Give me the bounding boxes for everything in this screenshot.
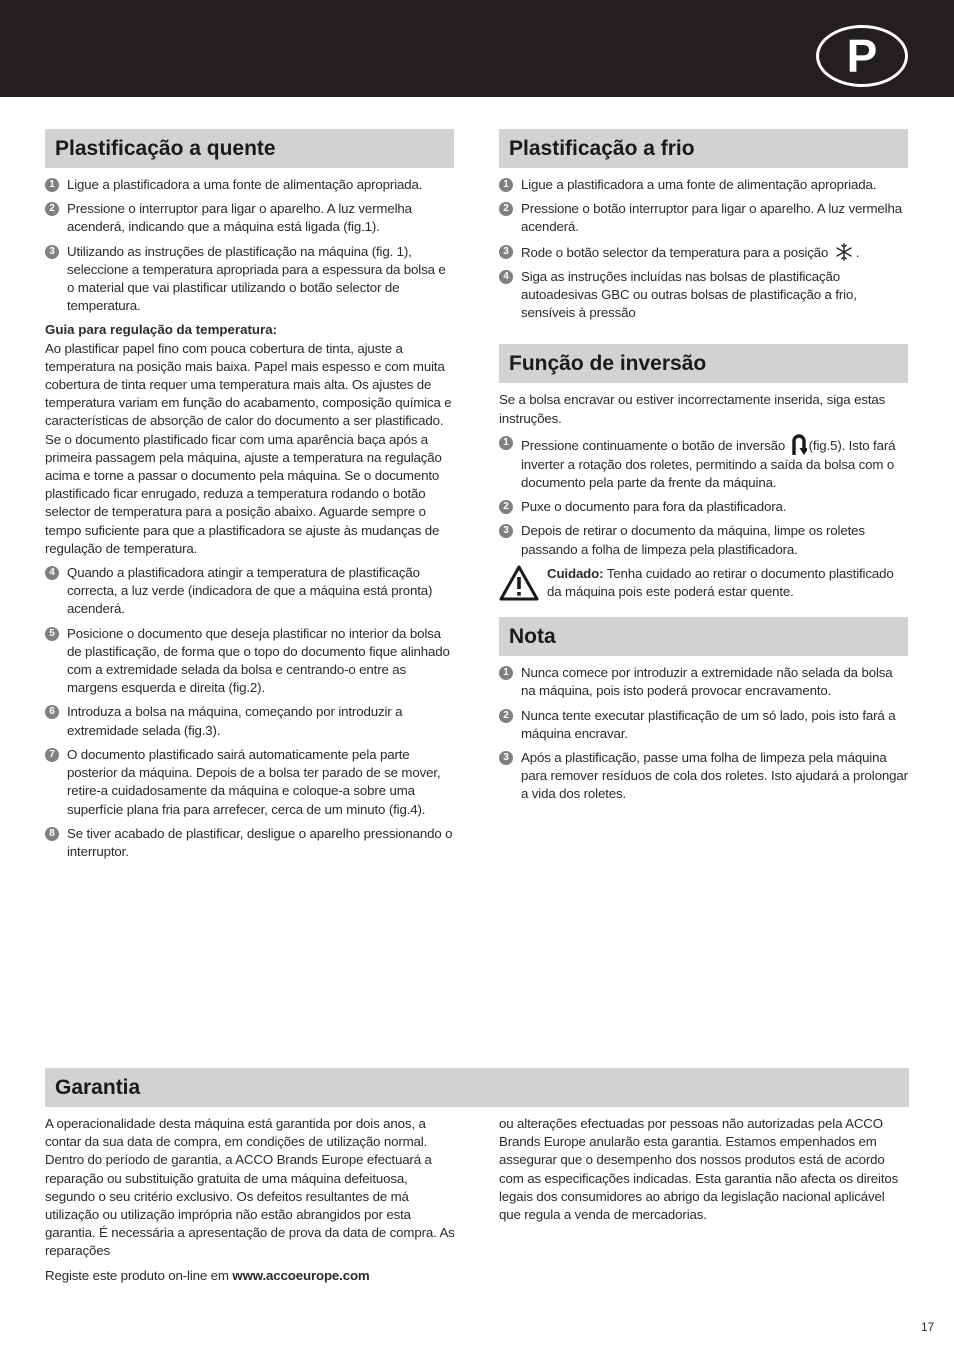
step-number: 2 [45, 202, 59, 216]
list-item [45, 564, 454, 619]
list-item [499, 707, 908, 743]
warning-icon [499, 565, 539, 601]
list-item [499, 434, 908, 492]
list-item [45, 200, 454, 236]
step-text: Introduza a bolsa na máquina, começando por introduzir a extremidade selada (fig.3). [67, 704, 403, 738]
list-item [45, 746, 454, 819]
step-number: 8 [45, 827, 59, 841]
list-item [499, 498, 908, 516]
step-number: 4 [499, 270, 513, 284]
section-title-warranty: Garantia [45, 1068, 909, 1107]
step-text-end: (fig.5). Isto fará inverter a rotação dos roletes, permitindo a saída da bolsa com o documento pela parte da frente da máquina. [521, 437, 896, 491]
list-item [499, 749, 908, 804]
list-item [45, 625, 454, 698]
hot-lamination-section [45, 129, 454, 867]
step-text: Siga as instruções incluídas nas bolsas de plastificação autoadesivas GBC ou outras bolsas de plastificação a frio, sensíveis à pressão [521, 268, 857, 321]
step-number: 4 [45, 566, 59, 580]
register-text: Registe este produto on-line em [45, 1267, 233, 1283]
warranty-text-left: A operacionalidade desta máquina está garantida por dois anos, a contar da sua data de compra, em condições de utilização normal. Dentro do período de garantia, a ACCO Brands Europe efectuará a reparação ou substituição gratuita de uma máquina defeituosa, segundo o seu critério exclusivo. Os defeitos resultantes de má utilização ou utilização imprópria não estão abrangidos por esta garantia. É necessária a apresentação de prova da data de compra. As reparações [45, 1116, 455, 1259]
header-bar [0, 0, 954, 97]
step-number: 7 [45, 748, 59, 762]
step-number: 6 [45, 705, 59, 719]
step-text: Depois de retirar o documento da máquina, limpe os roletes passando a folha de limpeza pela plastificadora. [521, 523, 865, 557]
step-number: 3 [45, 245, 59, 259]
list-item [499, 176, 908, 194]
step-number: 3 [499, 245, 513, 259]
caution-label: Cuidado: [547, 565, 604, 581]
warranty-left-column [45, 1115, 455, 1291]
step-text: Rode o botão selector da temperatura para a posição [521, 244, 829, 260]
list-item [499, 243, 908, 262]
section-title-hot: Plastificação a quente [45, 129, 454, 168]
step-number: 2 [499, 202, 513, 216]
step-text: Quando a plastificadora atingir a temperatura de plastificação correcta, a luz verde (indicadora de que a máquina está pronta) acenderá. [67, 565, 433, 617]
list-item [45, 703, 454, 739]
step-number: 1 [45, 178, 59, 192]
step-text: Após a plastificação, passe uma folha de limpeza pela máquina para remover resíduos de cola dos roletes. Isto ajudará a prolongar a vida dos roletes. [521, 750, 908, 802]
temperature-guide-text: Ao plastificar papel fino com pouca cobertura de tinta, ajuste a temperatura na posição mais baixa. Papel mais espesso e com muita cobertura de tinta requer uma temperatura mais alta. Os ajustes de temperatura variam em função do acabamento, composição química e características de absorção de calor do documento a ser plastificado. Se o documento plastificado ficar com uma aparência baça após a primeira passagem pela máquina, ajuste a temperatura na regulação acima e torne a passar o documento pela máquina. Se o documento plastificado ficar enrugado, reduza a temperatura rodando o botão selector de temperatura para a posição abaixo. Aguarde sempre o tempo suficiente para que a plastificadora se ajuste às mudanças de regulação de temperatura. [45, 340, 452, 556]
language-badge: P [816, 25, 908, 87]
section-title-note: Nota [499, 617, 908, 656]
list-item [45, 243, 454, 316]
register-line [45, 1267, 455, 1285]
step-text: Ligue a plastificadora a uma fonte de alimentação apropriada. [67, 177, 423, 192]
list-item [45, 176, 454, 194]
step-text: Posicione o documento que deseja plastificar no interior da bolsa de plastificação, de forma que o topo do documento fique alinhado com a extremidade selada da bolsa e centrando-o entre as margens esquerda e direita (fig.2). [67, 625, 450, 696]
section-title-reverse: Função de inversão [499, 344, 908, 383]
step-number: 5 [45, 627, 59, 641]
list-item [499, 200, 908, 236]
step-text: Nunca comece por introduzir a extremidade não selada da bolsa na máquina, pois isto poderá provocar encravamento. [521, 665, 893, 699]
caution-note [499, 565, 908, 601]
step-number: 1 [499, 178, 513, 192]
register-link[interactable]: www.accoeurope.com [232, 1267, 370, 1283]
temperature-guide-title: Guia para regulação da temperatura: [45, 322, 278, 338]
step-text: Se tiver acabado de plastificar, desligue o aparelho pressionando o interruptor. [67, 825, 453, 859]
list-item [499, 522, 908, 558]
right-column [499, 129, 908, 810]
list-item [499, 268, 908, 323]
step-number: 3 [499, 524, 513, 538]
step-number: 1 [499, 666, 513, 680]
step-text-end: . [855, 244, 860, 260]
list-item [499, 664, 908, 700]
step-text: Puxe o documento para fora da plastificadora. [521, 499, 787, 515]
warranty-text-right: ou alterações efectuadas por pessoas não autorizadas pela ACCO Brands Europe anularão esta garantia. Estamos empenhados em assegurar que o desempenho dos nossos produtos está de acordo com as especificações indicadas. Esta garantia não afecta os direitos legais dos consumidores ao abrigo da legislação nacional aplicável que regula a venda de mercadorias. [499, 1116, 899, 1223]
step-text: Pressione o interruptor para ligar o aparelho. A luz vermelha acenderá, indicando que a máquina está ligada (fig.1). [67, 201, 412, 235]
page-number: 17 [921, 1320, 935, 1334]
list-item [45, 825, 454, 861]
step-text: Ligue a plastificadora a uma fonte de alimentação apropriada. [521, 177, 877, 192]
step-number: 2 [499, 709, 513, 723]
step-text: Nunca tente executar plastificação de um só lado, pois isto fará a máquina encravar. [521, 707, 896, 741]
step-number: 3 [499, 751, 513, 765]
step-text: Pressione o botão interruptor para ligar o aparelho. A luz vermelha acenderá. [521, 201, 902, 235]
reverse-button-icon [791, 434, 807, 456]
step-number: 2 [499, 500, 513, 514]
reverse-intro: Se a bolsa encravar ou estiver incorrectamente inserida, siga estas instruções. [499, 392, 886, 426]
step-number: 1 [499, 436, 513, 450]
step-text: Pressione continuamente o botão de inversão [521, 437, 786, 453]
caution-text: Tenha cuidado ao retirar o documento plastificado da máquina pois este poderá estar quente. [547, 565, 894, 600]
section-title-cold: Plastificação a frio [499, 129, 908, 168]
step-text: O documento plastificado sairá automaticamente pela parte posterior da máquina. Depois de a bolsa ter parado de se mover, retire-a cuidadosamente da máquina e coloque-a sobre uma superfície plana fria para arrefecer, cerca de um minuto (fig.4). [67, 746, 441, 817]
snowflake-icon [834, 243, 854, 261]
step-text: Utilizando as instruções de plastificação na máquina (fig. 1), seleccione a temperatura apropriada para a espessura da bolsa e o material que vai plastificar utilizando o botão selector de temperatura. [67, 243, 446, 314]
warranty-right-column [499, 1115, 909, 1230]
